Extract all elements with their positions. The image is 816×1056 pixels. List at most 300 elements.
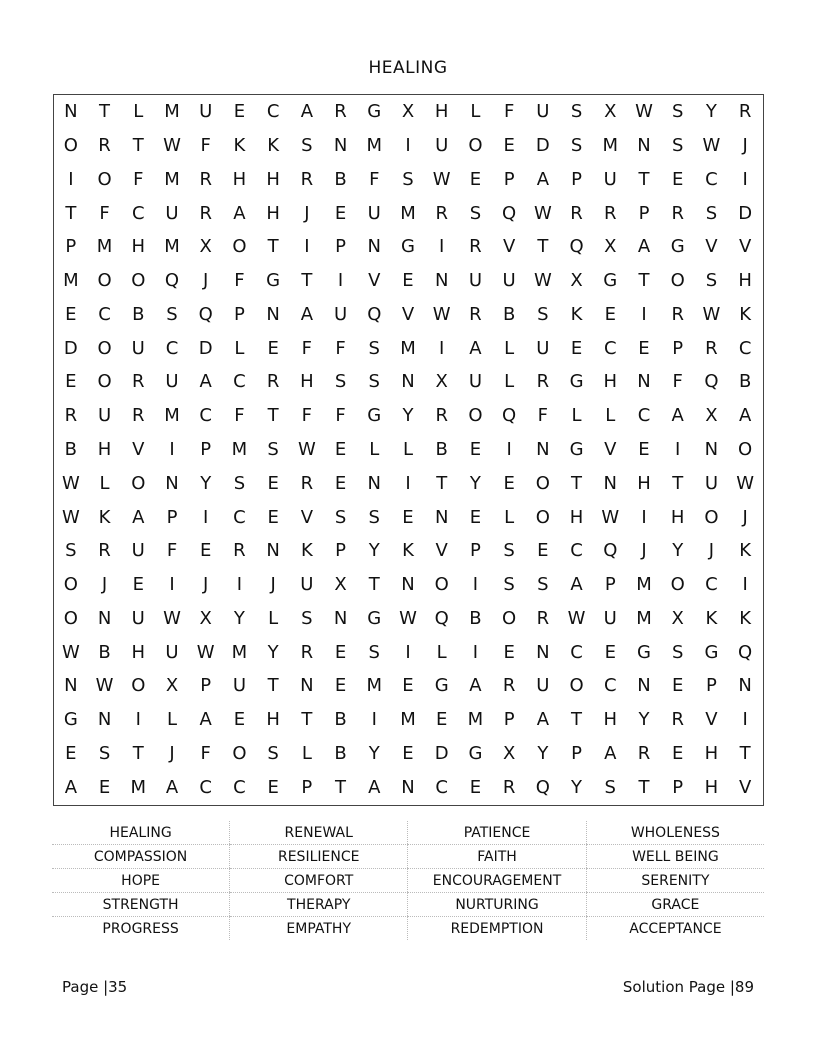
grid-letter[interactable]: Y (469, 472, 481, 494)
grid-letter[interactable]: S (301, 135, 313, 157)
grid-letter[interactable]: I (169, 438, 175, 460)
grid-letter[interactable]: U (502, 270, 516, 292)
grid-letter[interactable]: I (472, 641, 479, 663)
grid-letter[interactable]: Q (535, 776, 550, 798)
grid-letter[interactable]: E (672, 675, 684, 697)
grid-letter[interactable]: R (570, 202, 583, 224)
grid-letter[interactable]: R (64, 405, 78, 427)
grid-letter[interactable]: P (335, 540, 346, 562)
grid-letter[interactable]: N (266, 540, 280, 562)
grid-letter[interactable]: I (742, 168, 748, 190)
grid-letter[interactable]: C (603, 675, 617, 697)
grid-letter[interactable]: K (739, 607, 752, 629)
grid-letter[interactable]: C (705, 168, 718, 190)
grid-letter[interactable]: S (705, 202, 718, 224)
grid-letter[interactable]: U (131, 540, 145, 562)
grid-letter[interactable]: A (132, 506, 145, 528)
grid-letter[interactable]: H (266, 168, 280, 190)
grid-letter[interactable]: I (337, 270, 344, 292)
grid-letter[interactable]: X (705, 405, 718, 427)
grid-letter[interactable]: C (199, 405, 212, 427)
grid-letter[interactable]: R (435, 202, 448, 224)
grid-letter[interactable]: K (300, 540, 313, 562)
grid-letter[interactable]: W (297, 438, 316, 460)
grid-letter[interactable]: P (571, 168, 582, 190)
grid-letter[interactable]: U (603, 168, 617, 190)
grid-letter[interactable]: B (132, 303, 145, 325)
grid-letter[interactable]: L (504, 337, 515, 359)
grid-letter[interactable]: R (300, 168, 314, 190)
grid-letter[interactable]: D (63, 337, 78, 359)
grid-letter[interactable]: X (199, 607, 212, 629)
grid-letter[interactable]: R (469, 236, 482, 258)
grid-letter[interactable]: R (435, 405, 448, 427)
grid-letter[interactable]: E (469, 506, 482, 528)
grid-letter[interactable]: X (334, 574, 347, 596)
grid-letter[interactable]: R (469, 303, 482, 325)
grid-letter[interactable]: G (63, 709, 78, 731)
grid-letter[interactable]: I (742, 574, 748, 596)
grid-letter[interactable]: Q (502, 202, 517, 224)
grid-letter[interactable]: O (738, 438, 753, 460)
grid-letter[interactable]: F (301, 337, 313, 359)
grid-letter[interactable]: C (738, 337, 752, 359)
grid-letter[interactable]: I (68, 168, 74, 190)
grid-letter[interactable]: L (571, 405, 582, 427)
grid-letter[interactable]: W (196, 641, 215, 663)
grid-letter[interactable]: H (266, 709, 280, 731)
grid-letter[interactable]: K (267, 135, 280, 157)
grid-letter[interactable]: V (435, 540, 448, 562)
grid-letter[interactable]: R (502, 776, 516, 798)
grid-letter[interactable]: E (570, 337, 583, 359)
grid-letter[interactable]: L (268, 607, 279, 629)
grid-letter[interactable]: O (232, 236, 247, 258)
grid-letter[interactable]: Q (738, 641, 753, 663)
grid-letter[interactable]: F (133, 168, 144, 190)
grid-letter[interactable]: L (436, 641, 447, 663)
grid-letter[interactable]: P (335, 236, 346, 258)
grid-letter[interactable]: V (132, 438, 145, 460)
grid-letter[interactable]: W (533, 270, 552, 292)
grid-letter[interactable]: N (300, 675, 314, 697)
grid-letter[interactable]: N (704, 438, 719, 460)
grid-letter[interactable]: M (467, 709, 484, 731)
grid-letter[interactable]: G (367, 607, 382, 629)
grid-letter[interactable]: D (434, 742, 449, 764)
grid-letter[interactable]: R (199, 168, 212, 190)
grid-letter[interactable]: N (536, 641, 550, 663)
grid-letter[interactable]: J (270, 574, 276, 596)
grid-letter[interactable]: Y (233, 607, 245, 629)
grid-letter[interactable]: E (503, 641, 515, 663)
grid-letter[interactable]: E (402, 270, 414, 292)
grid-letter[interactable]: M (366, 135, 383, 157)
grid-letter[interactable]: E (604, 641, 616, 663)
grid-letter[interactable]: C (233, 506, 246, 528)
grid-letter[interactable]: H (670, 506, 685, 528)
grid-letter[interactable]: M (96, 236, 113, 258)
grid-letter[interactable]: H (434, 101, 449, 123)
grid-letter[interactable]: L (99, 472, 110, 494)
grid-letter[interactable]: U (333, 303, 348, 325)
grid-letter[interactable]: E (334, 202, 347, 224)
grid-letter[interactable]: V (705, 709, 718, 731)
grid-letter[interactable]: A (368, 776, 381, 798)
grid-letter[interactable]: M (231, 641, 248, 663)
grid-letter[interactable]: G (704, 641, 719, 663)
grid-letter[interactable]: R (300, 641, 314, 663)
grid-letter[interactable]: K (739, 303, 752, 325)
grid-letter[interactable]: U (165, 641, 179, 663)
grid-letter[interactable]: I (506, 438, 512, 460)
grid-letter[interactable]: J (203, 574, 209, 596)
grid-letter[interactable]: X (502, 742, 516, 764)
grid-letter[interactable]: J (742, 135, 748, 157)
grid-letter[interactable]: O (63, 135, 78, 157)
grid-letter[interactable]: E (233, 101, 246, 123)
grid-letter[interactable]: R (604, 202, 617, 224)
grid-letter[interactable]: O (535, 506, 550, 528)
grid-letter[interactable]: R (536, 607, 550, 629)
grid-letter[interactable]: N (97, 709, 112, 731)
grid-letter[interactable]: M (602, 135, 619, 157)
grid-letter[interactable]: U (468, 270, 482, 292)
grid-letter[interactable]: P (166, 506, 178, 528)
grid-letter[interactable]: E (503, 135, 515, 157)
grid-letter[interactable]: I (641, 303, 647, 325)
grid-letter[interactable]: R (637, 742, 651, 764)
grid-letter[interactable]: L (402, 438, 413, 460)
grid-letter[interactable]: S (334, 371, 347, 393)
grid-letter[interactable]: E (267, 337, 279, 359)
grid-letter[interactable]: Q (502, 405, 517, 427)
grid-letter[interactable]: W (95, 675, 114, 697)
grid-letter[interactable]: W (533, 202, 552, 224)
grid-letter[interactable]: A (300, 101, 314, 123)
grid-letter[interactable]: V (738, 776, 752, 798)
grid-letter[interactable]: Y (571, 776, 583, 798)
grid-letter[interactable]: P (233, 303, 245, 325)
grid-letter[interactable]: A (570, 574, 583, 596)
grid-letter[interactable]: S (570, 135, 583, 157)
grid-letter[interactable]: B (469, 607, 482, 629)
grid-letter[interactable]: E (267, 506, 279, 528)
grid-letter[interactable]: G (401, 236, 415, 258)
grid-letter[interactable]: E (402, 675, 414, 697)
grid-letter[interactable]: P (200, 675, 212, 697)
grid-letter[interactable]: F (335, 337, 346, 359)
grid-letter[interactable]: P (65, 236, 77, 258)
grid-letter[interactable]: T (739, 742, 751, 764)
grid-letter[interactable]: F (335, 405, 346, 427)
grid-letter[interactable]: V (300, 506, 314, 528)
grid-letter[interactable]: U (468, 371, 482, 393)
grid-letter[interactable]: M (164, 168, 180, 190)
grid-letter[interactable]: N (637, 135, 651, 157)
grid-letter[interactable]: A (671, 405, 684, 427)
grid-letter[interactable]: Y (368, 742, 380, 764)
grid-letter[interactable]: G (367, 405, 382, 427)
grid-letter[interactable]: O (131, 270, 146, 292)
grid-letter[interactable]: Y (200, 472, 212, 494)
grid-letter[interactable]: R (536, 371, 550, 393)
grid-letter[interactable]: S (402, 168, 414, 190)
grid-letter[interactable]: U (131, 607, 145, 629)
grid-letter[interactable]: L (605, 405, 616, 427)
grid-letter[interactable]: N (266, 303, 280, 325)
grid-letter[interactable]: C (570, 540, 583, 562)
grid-letter[interactable]: S (537, 303, 549, 325)
grid-letter[interactable]: S (334, 506, 347, 528)
grid-letter[interactable]: U (300, 574, 314, 596)
grid-letter[interactable]: F (200, 135, 211, 157)
grid-letter[interactable]: P (672, 776, 684, 798)
grid-letter[interactable]: L (234, 337, 245, 359)
grid-letter[interactable]: H (97, 438, 112, 460)
grid-letter[interactable]: X (165, 675, 179, 697)
grid-letter[interactable]: A (469, 337, 482, 359)
grid-letter[interactable]: N (603, 472, 617, 494)
grid-letter[interactable]: A (469, 675, 482, 697)
grid-letter[interactable]: N (333, 607, 348, 629)
grid-letter[interactable]: T (132, 135, 144, 157)
grid-letter[interactable]: F (301, 405, 313, 427)
grid-letter[interactable]: A (637, 236, 651, 258)
grid-letter[interactable]: E (436, 709, 448, 731)
grid-letter[interactable]: X (199, 236, 212, 258)
grid-letter[interactable]: G (434, 675, 449, 697)
grid-letter[interactable]: G (468, 742, 483, 764)
grid-letter[interactable]: E (469, 438, 482, 460)
grid-letter[interactable]: Y (368, 540, 380, 562)
grid-letter[interactable]: T (267, 405, 279, 427)
grid-letter[interactable]: J (708, 540, 715, 562)
grid-letter[interactable]: K (570, 303, 583, 325)
grid-letter[interactable]: Y (672, 540, 684, 562)
grid-letter[interactable]: E (200, 540, 212, 562)
grid-letter[interactable]: G (670, 236, 685, 258)
grid-letter[interactable]: Q (434, 607, 449, 629)
grid-letter[interactable]: E (334, 641, 347, 663)
grid-letter[interactable]: C (131, 202, 145, 224)
grid-letter[interactable]: E (334, 675, 347, 697)
grid-letter[interactable]: E (267, 472, 279, 494)
grid-letter[interactable]: B (334, 742, 347, 764)
grid-letter[interactable]: T (65, 202, 77, 224)
grid-letter[interactable]: G (603, 270, 618, 292)
grid-letter[interactable]: O (97, 270, 112, 292)
grid-letter[interactable]: W (163, 607, 181, 629)
grid-letter[interactable]: T (571, 709, 583, 731)
grid-letter[interactable]: M (63, 270, 79, 292)
grid-letter[interactable]: Q (704, 371, 719, 393)
grid-letter[interactable]: T (638, 776, 650, 798)
grid-letter[interactable]: O (63, 607, 78, 629)
grid-letter[interactable]: H (738, 270, 752, 292)
grid-letter[interactable]: N (434, 506, 449, 528)
grid-letter[interactable]: R (671, 303, 684, 325)
grid-letter[interactable]: I (169, 574, 175, 596)
grid-letter[interactable]: U (131, 337, 145, 359)
grid-letter[interactable]: B (98, 641, 111, 663)
grid-letter[interactable]: U (536, 337, 550, 359)
grid-letter[interactable]: S (604, 776, 616, 798)
grid-letter[interactable]: N (401, 574, 415, 596)
grid-letter[interactable]: Y (537, 742, 549, 764)
grid-letter[interactable]: X (604, 236, 617, 258)
grid-letter[interactable]: E (233, 709, 246, 731)
grid-letter[interactable]: U (232, 675, 246, 697)
grid-letter[interactable]: M (231, 438, 248, 460)
grid-letter[interactable]: H (704, 742, 719, 764)
grid-letter[interactable]: L (470, 101, 481, 123)
grid-letter[interactable]: I (135, 709, 141, 731)
grid-letter[interactable]: K (739, 540, 752, 562)
grid-letter[interactable]: S (267, 438, 279, 460)
grid-letter[interactable]: A (199, 709, 212, 731)
grid-letter[interactable]: O (502, 607, 517, 629)
grid-letter[interactable]: Y (267, 641, 279, 663)
grid-letter[interactable]: C (165, 337, 179, 359)
grid-letter[interactable]: T (638, 168, 650, 190)
grid-letter[interactable]: O (232, 742, 247, 764)
grid-letter[interactable]: E (65, 303, 77, 325)
grid-letter[interactable]: F (672, 371, 683, 393)
grid-letter[interactable]: N (536, 438, 550, 460)
grid-letter[interactable]: O (63, 574, 78, 596)
grid-letter[interactable]: M (164, 405, 180, 427)
grid-letter[interactable]: F (234, 405, 245, 427)
grid-letter[interactable]: R (300, 472, 314, 494)
grid-letter[interactable]: T (571, 472, 583, 494)
grid-letter[interactable]: B (502, 303, 516, 325)
grid-letter[interactable]: T (436, 472, 448, 494)
grid-letter[interactable]: E (672, 742, 684, 764)
grid-letter[interactable]: T (132, 742, 144, 764)
grid-letter[interactable]: W (61, 472, 80, 494)
grid-letter[interactable]: S (368, 506, 380, 528)
grid-letter[interactable]: K (233, 135, 246, 157)
grid-letter[interactable]: P (604, 574, 616, 596)
grid-letter[interactable]: H (603, 709, 618, 731)
grid-letter[interactable]: K (98, 506, 111, 528)
grid-letter[interactable]: C (233, 371, 246, 393)
grid-letter[interactable]: T (267, 236, 279, 258)
grid-letter[interactable]: P (638, 202, 650, 224)
grid-letter[interactable]: T (335, 776, 347, 798)
grid-letter[interactable]: C (233, 776, 246, 798)
grid-letter[interactable]: W (61, 506, 80, 528)
grid-letter[interactable]: I (405, 641, 411, 663)
grid-letter[interactable]: B (738, 371, 752, 393)
grid-letter[interactable]: U (536, 675, 550, 697)
grid-letter[interactable]: O (670, 574, 685, 596)
grid-letter[interactable]: J (101, 574, 108, 596)
grid-letter[interactable]: E (604, 303, 616, 325)
grid-letter[interactable]: X (604, 101, 617, 123)
grid-letter[interactable]: T (672, 472, 684, 494)
grid-letter[interactable]: E (537, 540, 549, 562)
grid-letter[interactable]: I (405, 135, 411, 157)
grid-letter[interactable]: H (266, 202, 280, 224)
grid-letter[interactable]: I (236, 574, 243, 596)
grid-letter[interactable]: O (131, 675, 146, 697)
grid-letter[interactable]: W (601, 506, 620, 528)
grid-letter[interactable]: L (133, 101, 144, 123)
grid-letter[interactable]: I (675, 438, 681, 460)
grid-letter[interactable]: W (163, 135, 181, 157)
grid-letter[interactable]: L (504, 506, 515, 528)
grid-letter[interactable]: U (97, 405, 112, 427)
grid-letter[interactable]: H (131, 641, 146, 663)
grid-letter[interactable]: C (199, 776, 212, 798)
grid-letter[interactable]: W (635, 101, 653, 123)
grid-letter[interactable]: H (603, 371, 618, 393)
grid-letter[interactable]: M (400, 709, 416, 731)
grid-letter[interactable]: J (641, 540, 647, 562)
grid-letter[interactable]: F (234, 270, 245, 292)
grid-letter[interactable]: O (131, 472, 146, 494)
grid-letter[interactable]: U (367, 202, 381, 224)
grid-letter[interactable]: Y (402, 405, 414, 427)
grid-letter[interactable]: N (434, 270, 449, 292)
grid-letter[interactable]: E (638, 438, 650, 460)
grid-letter[interactable]: B (334, 168, 347, 190)
grid-letter[interactable]: E (503, 472, 515, 494)
grid-letter[interactable]: R (738, 101, 752, 123)
grid-letter[interactable]: U (603, 607, 617, 629)
grid-letter[interactable]: I (641, 506, 647, 528)
grid-letter[interactable]: C (266, 101, 280, 123)
grid-letter[interactable]: J (304, 202, 310, 224)
grid-letter[interactable]: T (368, 574, 380, 596)
grid-letter[interactable]: V (738, 236, 752, 258)
grid-letter[interactable]: I (439, 236, 445, 258)
grid-letter[interactable]: D (535, 135, 550, 157)
grid-letter[interactable]: A (199, 371, 212, 393)
grid-letter[interactable]: A (300, 303, 314, 325)
grid-letter[interactable]: P (672, 337, 684, 359)
grid-letter[interactable]: G (637, 641, 651, 663)
grid-letter[interactable]: N (738, 675, 752, 697)
grid-letter[interactable]: L (504, 371, 515, 393)
grid-letter[interactable]: X (435, 371, 448, 393)
grid-letter[interactable]: W (736, 472, 755, 494)
grid-letter[interactable]: P (200, 438, 212, 460)
grid-letter[interactable]: S (705, 270, 718, 292)
grid-letter[interactable]: N (401, 776, 415, 798)
grid-letter[interactable]: S (98, 742, 111, 764)
grid-letter[interactable]: X (671, 607, 684, 629)
grid-letter[interactable]: O (569, 675, 584, 697)
grid-letter[interactable]: P (503, 709, 515, 731)
grid-letter[interactable]: M (366, 675, 383, 697)
grid-letter[interactable]: V (368, 270, 381, 292)
grid-letter[interactable]: M (636, 607, 652, 629)
grid-letter[interactable]: F (369, 168, 380, 190)
grid-letter[interactable]: W (567, 607, 586, 629)
grid-letter[interactable]: N (637, 371, 651, 393)
grid-letter[interactable]: A (604, 742, 617, 764)
grid-letter[interactable]: N (367, 472, 381, 494)
grid-letter[interactable]: S (537, 574, 549, 596)
grid-letter[interactable]: V (502, 236, 516, 258)
grid-letter[interactable]: R (98, 135, 111, 157)
grid-letter[interactable]: J (169, 742, 175, 764)
grid-letter[interactable]: O (468, 405, 483, 427)
grid-letter[interactable]: K (705, 607, 718, 629)
